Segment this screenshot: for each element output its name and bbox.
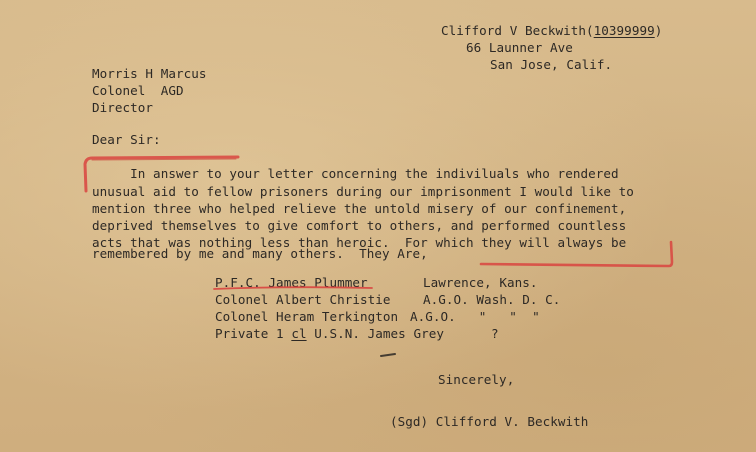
list-item-2-detail: A.G.O. Wash. D. C.	[423, 292, 561, 307]
sender-serial: 10399999	[593, 23, 655, 38]
sender-name: Clifford V Beckwith	[441, 23, 587, 38]
recipient-rank: Colonel AGD	[92, 83, 184, 98]
list-item-2-name: Colonel Albert Christie	[215, 292, 391, 307]
list-item-4-name-cl: cl	[291, 326, 307, 341]
sender-name-line: Clifford V Beckwith(10399999)	[441, 23, 663, 38]
list-item-4-detail: ?	[491, 326, 499, 341]
body-line-4: deprived themselves to give comfort to others, and performed countless	[92, 218, 627, 233]
body-line-5: acts that was nothing less than heroic. For which they will always be	[92, 235, 627, 250]
ink-dash-mark	[381, 354, 395, 356]
signature: (Sgd) Clifford V. Beckwith	[390, 414, 589, 429]
list-item-4-name-pre: Private 1	[215, 326, 292, 341]
red-bracket-bottom-right	[481, 242, 672, 266]
list-item-3-name: Colonel Heram Terkington	[215, 309, 399, 324]
body-line-3: mention three who helped relieve the untold misery of our confinement,	[92, 201, 627, 216]
sender-address-line1: 66 Launner Ave	[466, 40, 573, 55]
list-item-4-name-post: U.S.N. James Grey	[306, 326, 444, 341]
list-item-1-detail: Lawrence, Kans.	[423, 275, 538, 290]
list-item-3-detail: A.G.O. " " "	[410, 309, 540, 324]
body-line-6: remembered by me and many others. They Are,	[92, 246, 428, 261]
recipient-name: Morris H Marcus	[92, 66, 207, 81]
salutation: Dear Sir:	[92, 132, 161, 147]
closing: Sincerely,	[438, 372, 515, 387]
list-item-1-name: P.F.C. James Plummer	[215, 275, 368, 290]
body-line-2: unusual aid to fellow prisoners during our imprisonment I would like to	[92, 184, 634, 199]
red-bracket-top-left	[85, 157, 238, 191]
sender-address-line2: San Jose, Calif.	[490, 57, 613, 72]
recipient-title: Director	[92, 100, 154, 115]
body-line-1: In answer to your letter concerning the indiviluals who rendered	[92, 166, 619, 181]
red-underline-plummer	[214, 287, 372, 289]
